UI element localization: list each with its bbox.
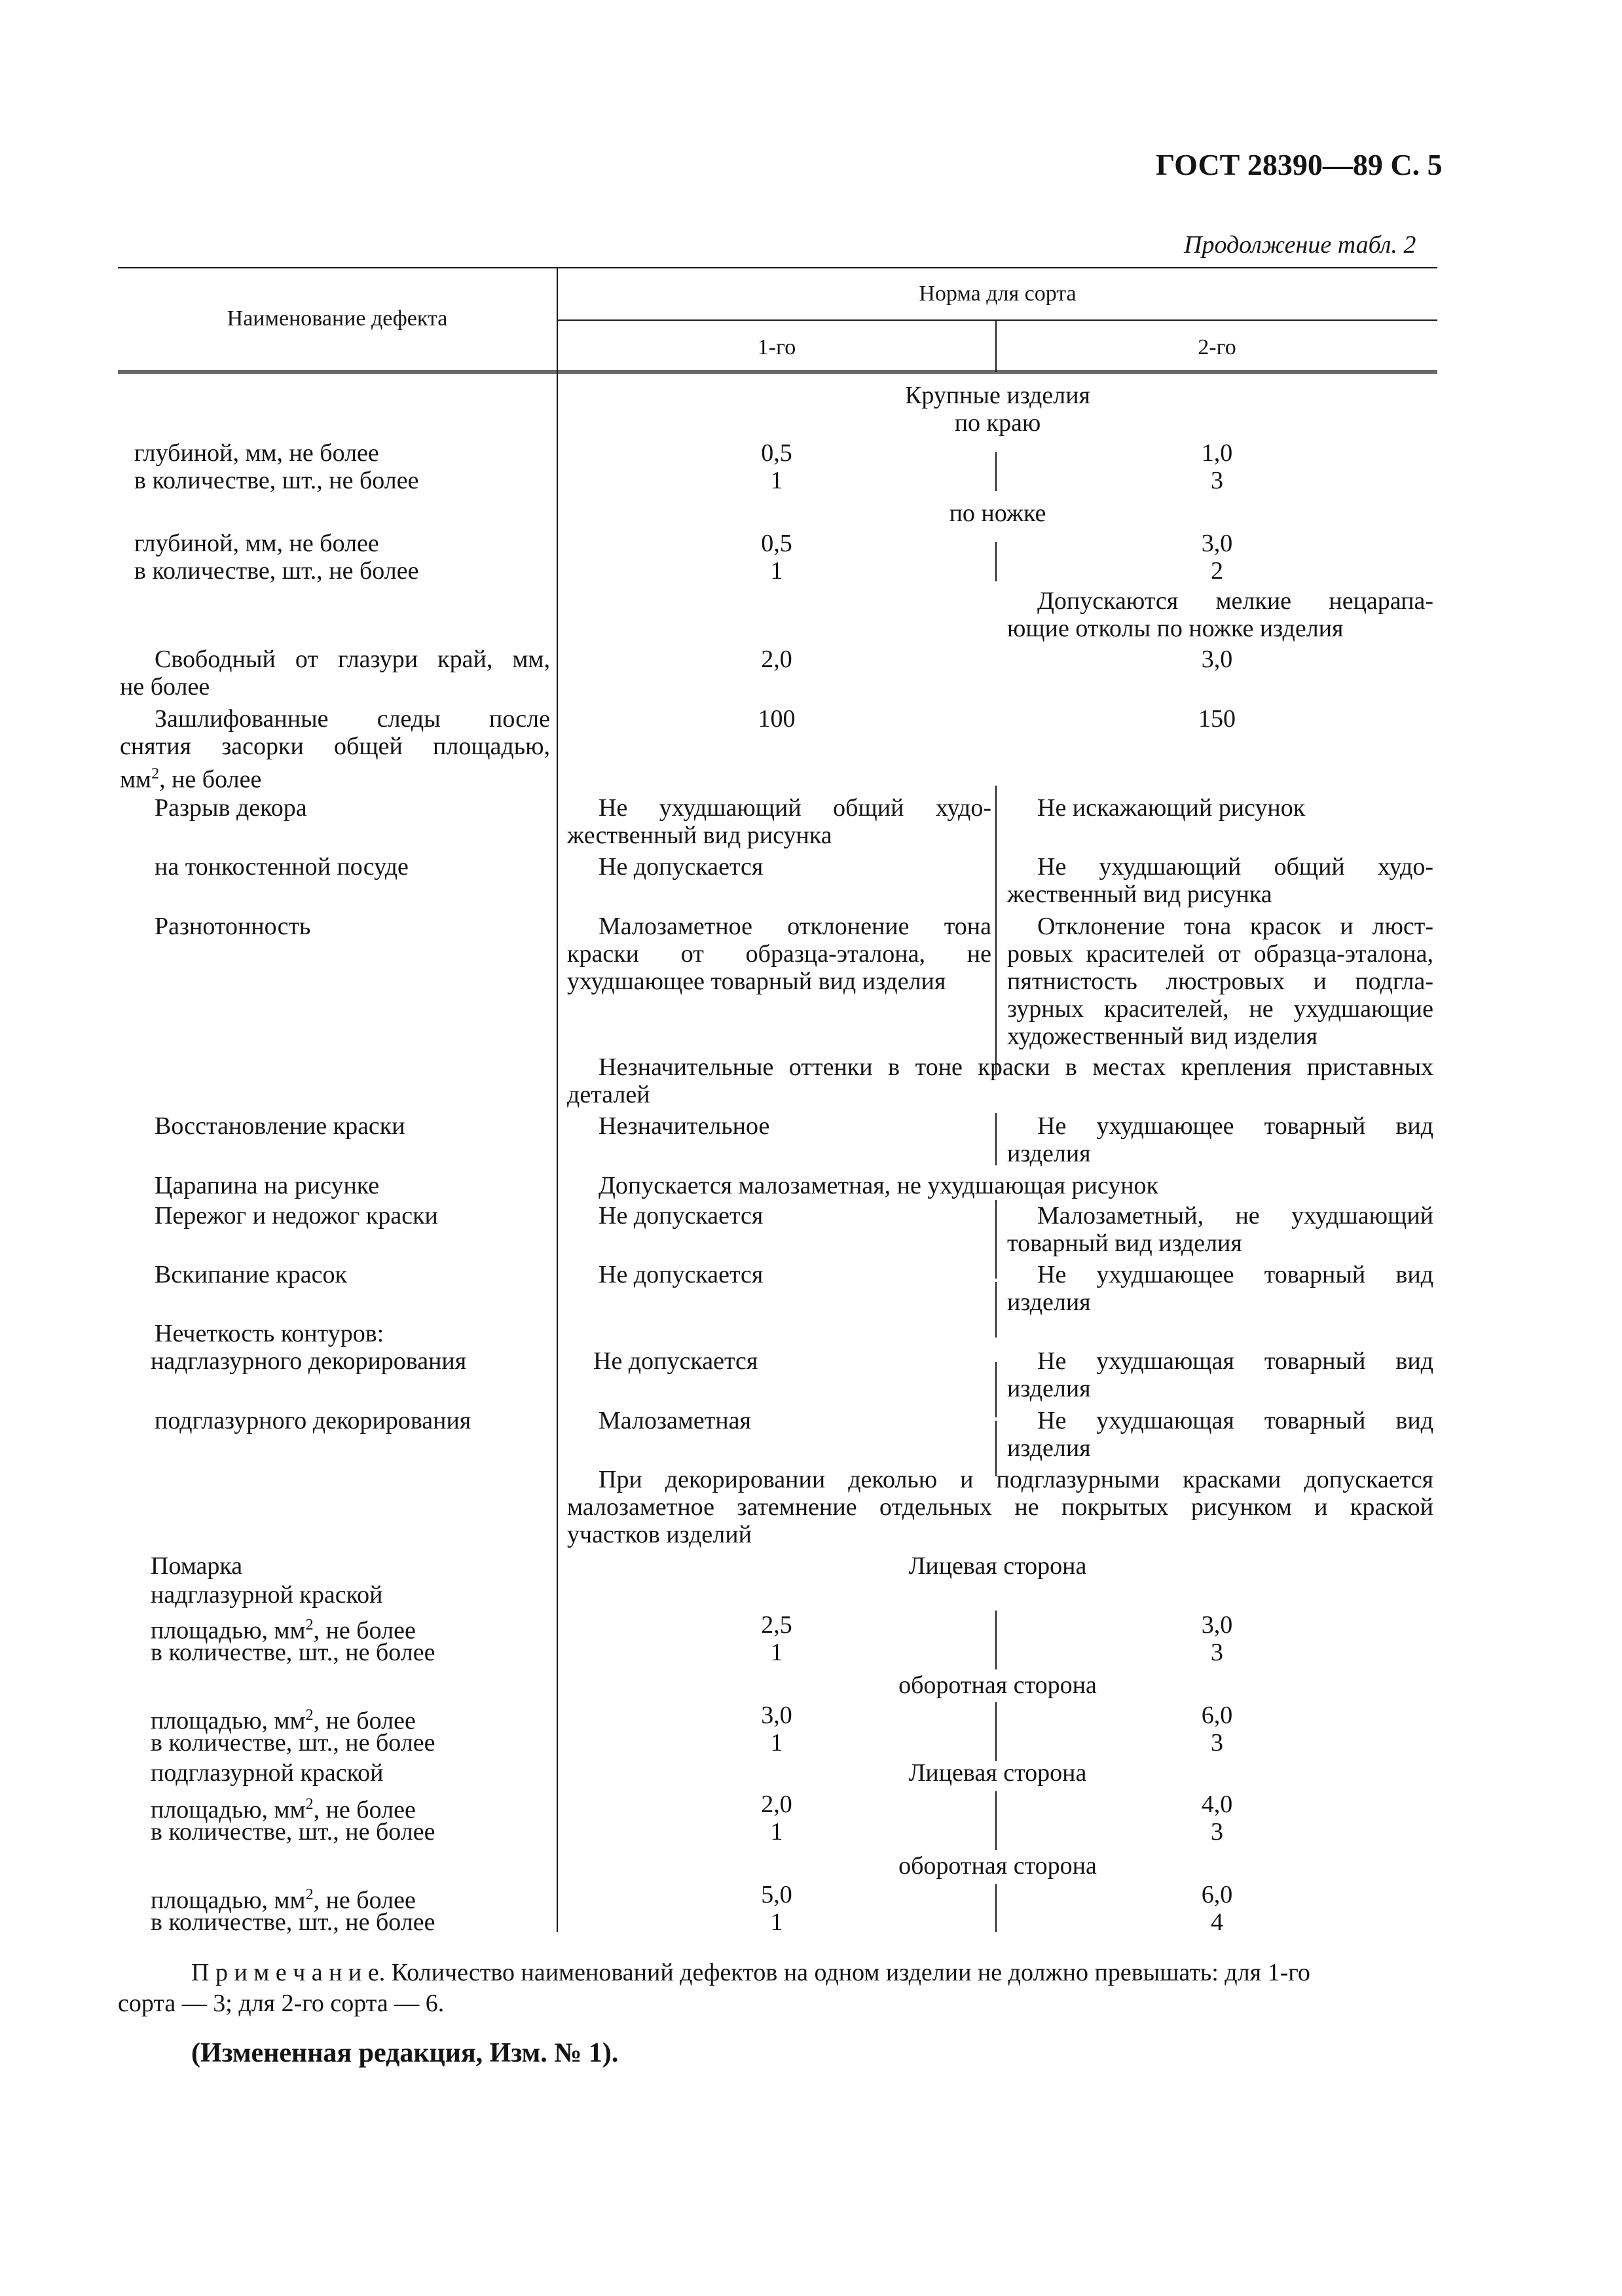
cell-grade2: 3 bbox=[1211, 1729, 1223, 1757]
cell-grade2: пятнистость люстровых и подгла- bbox=[1007, 968, 1433, 995]
cell-grade2: Не ухудшающий общий худо- bbox=[1037, 853, 1433, 881]
row-label: надглазурной краской bbox=[151, 1581, 383, 1609]
section-edge: по краю bbox=[954, 409, 1041, 437]
row-label: не более bbox=[120, 673, 210, 701]
row-label: Свободный от глазури край, мм, bbox=[155, 646, 550, 673]
table-top-rule bbox=[118, 267, 1437, 268]
col-divider-seg bbox=[995, 1113, 997, 1165]
col-header-grade2: 2-го bbox=[1198, 335, 1236, 359]
row-label: в количестве, шт., не более bbox=[151, 1818, 435, 1846]
cell-grade1: 2,0 bbox=[761, 1791, 792, 1818]
row-label: глубиной, мм, не более bbox=[134, 530, 379, 557]
cell-grade1: 1 bbox=[770, 557, 783, 585]
cell-grade1: 0,5 bbox=[761, 439, 792, 467]
cell-grade2: Отклонение тона красок и люст- bbox=[1037, 913, 1433, 940]
revision-note: (Измененная редакция, Изм. № 1). bbox=[191, 2038, 619, 2068]
cell-grade1: 5,0 bbox=[761, 1881, 792, 1908]
row-label: $мм^2$, не более bbox=[120, 765, 262, 793]
cell-grade1: 0,5 bbox=[761, 530, 792, 557]
cell-grade2: Не ухудшающая товарный вид bbox=[1037, 1407, 1433, 1434]
row-label: в количестве, шт., не более bbox=[151, 1639, 435, 1666]
row-label: в количестве, шт., не более bbox=[151, 1908, 435, 1936]
cell-grade1: Малозаметная bbox=[599, 1407, 752, 1434]
row-label: в количестве, шт., не более bbox=[134, 467, 419, 494]
row-label: подглазурной краской bbox=[151, 1759, 384, 1787]
section-large-items: Крупные изделия bbox=[904, 382, 1091, 409]
cell-grade1: Не допускается bbox=[599, 1202, 764, 1230]
col-header-defect-name: Наименование дефекта bbox=[227, 306, 448, 331]
table-note: П р и м е ч а н и е. Количество наименований дефектов на одном изделии не должно превышать: для 1-го bbox=[191, 1959, 1310, 1986]
cell-grade2: 4 bbox=[1211, 1908, 1223, 1936]
cell-grade2: 3 bbox=[1211, 1639, 1223, 1666]
cell-grade2: Не ухудшающее товарный вид bbox=[1037, 1261, 1433, 1288]
cell-span: участков изделий bbox=[567, 1521, 752, 1548]
row-label: снятия засорки общей площадью, bbox=[120, 733, 550, 760]
row-label: площадью, $мм^2$, не более bbox=[151, 1616, 416, 1645]
cell-grade1: Незначительное bbox=[599, 1112, 770, 1140]
cell-grade1: Не допускается bbox=[593, 1347, 758, 1375]
cell-grade1: 1 bbox=[770, 467, 783, 494]
cell-grade2: изделия bbox=[1007, 1288, 1091, 1316]
section-back: оборотная сторона bbox=[898, 1671, 1097, 1699]
cell-grade2: художественный вид изделия bbox=[1007, 1023, 1318, 1050]
cell-grade2: изделия bbox=[1007, 1434, 1091, 1462]
cell-grade2: 150 bbox=[1198, 705, 1236, 733]
cell-grade2: Не ухудшающее товарный вид bbox=[1037, 1112, 1433, 1140]
cell-grade2: 6,0 bbox=[1201, 1881, 1233, 1908]
col-header-grade1: 1-го bbox=[757, 335, 796, 359]
row-label: подглазурного декорирования bbox=[155, 1407, 471, 1434]
cell-grade2: 1,0 bbox=[1201, 439, 1233, 467]
cell-grade2: Не ухудшающая товарный вид bbox=[1037, 1347, 1433, 1375]
cell-grade2: 3,0 bbox=[1201, 646, 1233, 673]
cell-span: Допускается малозаметная, не ухудшающая рисунок bbox=[599, 1172, 1158, 1199]
standard-title: ГОСТ 28390—89 С. 5 bbox=[1156, 148, 1443, 181]
cell-grade2: Не искажающий рисунок bbox=[1037, 794, 1306, 822]
cell-span: При декорировании деколью и подглазурными красками допускается bbox=[599, 1466, 1433, 1493]
section-foot: по ножке bbox=[949, 500, 1046, 527]
header-split-rule bbox=[558, 319, 1437, 321]
col-divider-seg bbox=[995, 786, 997, 1074]
cell-grade1: 2,0 bbox=[761, 646, 792, 673]
cell-grade1: 2,5 bbox=[761, 1611, 792, 1639]
cell-grade2: Малозаметный, не ухудшающий bbox=[1037, 1202, 1433, 1230]
cell-grade1: 1 bbox=[770, 1639, 783, 1666]
cell-grade1: Малозаметное отклонение тона bbox=[599, 913, 991, 940]
row-label: в количестве, шт., не более bbox=[151, 1729, 435, 1757]
cell-grade2: 3,0 bbox=[1201, 530, 1233, 557]
section-back: оборотная сторона bbox=[898, 1852, 1097, 1880]
row-label: Вскипание красок bbox=[155, 1261, 347, 1288]
cell-grade1: 1 bbox=[770, 1818, 783, 1846]
cell-grade2: 3,0 bbox=[1201, 1611, 1233, 1639]
row-label: Помарка bbox=[151, 1552, 243, 1580]
row-label: Разрыв декора bbox=[155, 794, 307, 822]
row-label: в количестве, шт., не более bbox=[134, 557, 419, 585]
cell-grade2-note: Допускаются мелкие нецарапа- bbox=[1037, 587, 1433, 615]
cell-grade1: жественный вид рисунка bbox=[567, 822, 832, 849]
row-label: Пережог и недожог краски bbox=[155, 1202, 438, 1230]
row-label: площадью, $мм^2$, не более bbox=[151, 1796, 416, 1824]
cell-grade2: изделия bbox=[1007, 1375, 1091, 1402]
cell-span: деталей bbox=[567, 1081, 650, 1108]
cell-grade1: Не ухудшающий общий худо- bbox=[599, 794, 991, 822]
cell-grade1: ухудшающее товарный вид изделия bbox=[567, 968, 946, 995]
row-label: площадью, $мм^2$, не более bbox=[151, 1886, 416, 1914]
cell-grade1: 1 bbox=[770, 1908, 783, 1936]
cell-grade1: 3,0 bbox=[761, 1702, 792, 1729]
section-front: Лицевая сторона bbox=[908, 1759, 1087, 1787]
row-label: Царапина на рисунке bbox=[155, 1172, 380, 1199]
row-label: глубиной, мм, не более bbox=[134, 439, 379, 467]
row-label: Восстановление краски bbox=[155, 1112, 405, 1140]
header-bottom-rule bbox=[118, 370, 1437, 374]
cell-grade1: Не допускается bbox=[599, 853, 764, 881]
cell-grade2: жественный вид рисунка bbox=[1007, 881, 1272, 908]
row-label: площадью, $мм^2$, не более bbox=[151, 1707, 416, 1735]
cell-grade2: зурных красителей, не ухудшающие bbox=[1007, 995, 1433, 1023]
col-divider-seg bbox=[995, 1362, 997, 1417]
cell-grade2: 2 bbox=[1211, 557, 1223, 585]
cell-span: Незначительные оттенки в тоне краски в местах крепления приставных bbox=[599, 1053, 1433, 1081]
cell-grade2: 3 bbox=[1211, 467, 1223, 494]
table-note-cont: сорта — 3; для 2-го сорта — 6. bbox=[118, 1990, 445, 2017]
section-front: Лицевая сторона bbox=[908, 1552, 1087, 1580]
row-label: надглазурного декорирования bbox=[151, 1347, 467, 1375]
cell-grade2: 6,0 bbox=[1201, 1702, 1233, 1729]
table-continuation: Продолжение табл. 2 bbox=[1184, 231, 1416, 259]
cell-grade2: 4,0 bbox=[1201, 1791, 1233, 1818]
col-divider-seg bbox=[995, 1282, 997, 1338]
row-label: Нечеткость контуров: bbox=[155, 1320, 384, 1347]
cell-grade1: 100 bbox=[758, 705, 796, 733]
col-header-norm: Норма для сорта bbox=[919, 282, 1077, 306]
cell-grade1: Не допускается bbox=[599, 1261, 764, 1288]
cell-grade2-note: ющие отколы по ножке изделия bbox=[1007, 615, 1344, 642]
row-label: Разнотонность bbox=[155, 913, 311, 940]
cell-span: малозаметное затемнение отдельных не покрытых рисунком и краской bbox=[567, 1493, 1433, 1521]
cell-grade2: изделия bbox=[1007, 1140, 1091, 1167]
cell-grade2: товарный вид изделия bbox=[1007, 1230, 1242, 1257]
cell-grade2: ровых красителей от образца-эталона, bbox=[1007, 940, 1433, 968]
row-label: Зашлифованные следы после bbox=[155, 705, 550, 733]
cell-grade2: 3 bbox=[1211, 1818, 1223, 1846]
row-label: на тонкостенной посуде bbox=[155, 853, 409, 881]
cell-grade1: 1 bbox=[770, 1729, 783, 1757]
col-divider-seg bbox=[995, 1200, 997, 1279]
cell-grade1: краски от образца-эталона, не bbox=[567, 940, 991, 968]
